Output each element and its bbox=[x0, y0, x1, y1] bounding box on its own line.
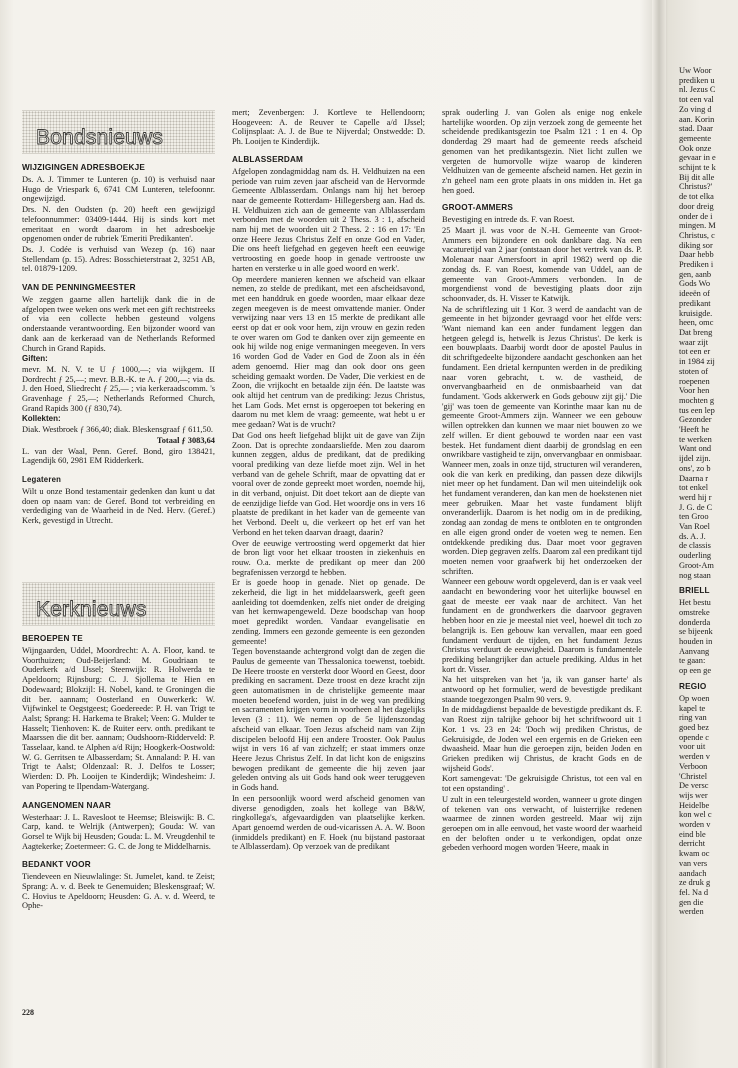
facing-line: heen, omc bbox=[679, 318, 714, 328]
facing-line: eind ble bbox=[679, 829, 706, 839]
facing-line: gen die bbox=[679, 897, 704, 907]
facing-line: Voor hen bbox=[679, 386, 710, 396]
facing-line: ring van bbox=[679, 713, 707, 723]
paragraph: Wilt u onze Bond testamentair gedenken dan kunt u dat doen op naam van: de Geref. Bond tot verbreiding en verdediging van de Waarheid in de Ned. Herv. (Geref.) Kerk, gevestigd in Utrecht. bbox=[22, 486, 215, 526]
facing-line: Gezonder bbox=[679, 415, 712, 425]
paragraph: mert; Zevenbergen: J. Kortleve te Hellendoorn; Hoogeveen: A. de Reuver te Capelle a/d IJssel; Colijnsplaat: A. J. de Bue te Nijverdal; Onstwedde: D. Ph. Looijen te Kinderdijk. bbox=[232, 108, 425, 147]
facing-line: Verboon bbox=[679, 761, 708, 771]
page-number: 228 bbox=[22, 1008, 34, 1017]
facing-line: mochten g bbox=[679, 395, 715, 405]
paragraph: Wanneer een gebouw wordt opgeleverd, dan is er vaak veel aandacht en bewondering voor het uiterlijke bouwsel en gaat de meeste eer vaak naar de architect. Van het fundament en de grondwerkers die daarvoor gegraven hebben hoor en zie je meestal niet veel, hoewel dit toch zo belangrijk is. Een gebouw kan vervallen, maar een goed fundament verduurt de tijden, en het fundament Jezus Christus verduurt de eeuwigheid. Daarom is fundamentele prediking belangrijker dan actuele prediking. Aldus in het kort dr. Visser. bbox=[442, 577, 642, 674]
facing-line: ze druk g bbox=[679, 878, 711, 888]
facing-line: gevaar in e bbox=[679, 153, 716, 163]
section-heading: BRIELL bbox=[679, 586, 710, 596]
facing-page-lines bbox=[679, 66, 738, 580]
column-2 bbox=[232, 108, 425, 853]
paragraph: Dat God ons heeft liefgehad blijkt uit de gave van Zijn Zoon. Dat is oprechte zondaarsliefde. Men zou daarom kunnen zeggen, aldus de predikant, dat de prediking vooral prediking van deze liefde moet zijn. Wel in het verband van de gehele Schrift, maar de opvatting dat er vooral over de zonde gepreekt moet worden, noemde hij, in dit verband, onjuist. Dit doet tekort aan de diepte van de eenzijdige liefde van God. Het woordje ons in vers 16 plaatste de predikant in het kader van de gemeente van het Verbond. Deelt u, die verkeert op het erf van het Verbond en het teken daarvan draagt, daarin? bbox=[232, 430, 425, 537]
facing-line: te werken bbox=[679, 434, 712, 444]
section-heading: BEROEPEN TE bbox=[22, 634, 83, 643]
paragraph: Ds. J. Codée is verhuisd van Wezep (p. 16) naar Stellendam (p. 15). Adres: Bosschieterstraat 2, 3251 AB, tel. 01879-1209. bbox=[22, 244, 215, 274]
facing-line: fel. Na d bbox=[679, 887, 709, 897]
facing-line: van vers bbox=[679, 858, 708, 868]
facing-line: kon wel c bbox=[679, 810, 712, 820]
facing-line: kwam oc bbox=[679, 849, 710, 859]
paragraph: Tegen bovenstaande achtergrond volgt dan de zegen die Paulus de gemeente van Thessalonica toewenst, toebidt. De Heere trooste en versterkt door Woord en Geest, door prediking en sacrament. Deze troost en deze kracht zijn geen automatismen in de christelijke gemeente maar moeten beoefend worden, juist in de weg van prediking en sacramenten krijgen vorm in voorheen al het dagelijks leven (3 : 11). We nemen op de 5e lijdenszondag afscheid van elkaar. Toen Jezus afscheid nam van Zijn discipelen beloofd Hij een andere Trooster. Ook Paulus wijst in vers 16 af van zichzelf; er staat immers onze Heere Jezus Christus Zelf. In dat licht kon de enigszins bewogen predikant de gemeente die hij zeven jaar geleden ontving als uit Gods hand ook weer teruggeven in Gods hand. bbox=[232, 647, 425, 793]
section-heading: ALBLASSERDAM bbox=[232, 154, 304, 164]
facing-line: diking sor bbox=[679, 240, 713, 250]
facing-line: roepenen bbox=[679, 376, 710, 386]
paragraph: Bevestiging en intrede ds. F. van Roest. bbox=[442, 215, 575, 225]
facing-line: predikant bbox=[679, 298, 711, 308]
facing-line: door dreig bbox=[679, 201, 714, 211]
facing-line: omstreke bbox=[679, 607, 710, 617]
facing-line: te gaan: bbox=[679, 656, 706, 666]
facing-line: nog staan bbox=[679, 570, 711, 580]
facing-line: 'Heeft he bbox=[679, 425, 710, 435]
facing-line: Aanvang bbox=[679, 646, 710, 656]
paragraph: Westerhaar: J. L. Ravesloot te Heemse; Bleiswijk: B. C. Carp, kand. te Welrijk (Antwerpen); Gouda: W. van Gorsel te Wijk bij Heusden; Gouda: L. M. Vreugdenhil te Aagtekerke; Zoetermeer: G. C. de Jong te Middelharnis. bbox=[22, 812, 215, 851]
facing-line: onder de i bbox=[679, 211, 713, 221]
facing-line: werd hij r bbox=[679, 492, 712, 502]
facing-page-lines bbox=[679, 598, 738, 676]
facing-line: gen, aanb bbox=[679, 269, 712, 279]
facing-line: kruisigde. bbox=[679, 308, 713, 318]
facing-line: werden v bbox=[679, 752, 710, 762]
facing-line: Groot-Am bbox=[679, 560, 714, 570]
facing-line: op een ge bbox=[679, 666, 712, 676]
facing-line: Uw Woor bbox=[679, 66, 712, 75]
bondsnieuws-banner bbox=[22, 110, 215, 154]
facing-line: Christus, c bbox=[679, 230, 715, 240]
signoff: L. van der Waal, Penn. Geref. Bond, giro 138421, Lagendijk 60, 2981 EM Ridderkerk. bbox=[22, 446, 215, 466]
section-heading: AANGENOMEN NAAR bbox=[22, 800, 111, 810]
facing-line: stad. Daar bbox=[679, 124, 713, 134]
facing-line: tot een val bbox=[679, 95, 714, 105]
facing-page-column bbox=[679, 66, 738, 917]
facing-line: 'Christel bbox=[679, 771, 708, 781]
facing-line: voor uit bbox=[679, 742, 706, 752]
section-heading: WIJZIGINGEN ADRESBOEKJE bbox=[22, 163, 146, 172]
kerknieuws-banner bbox=[22, 582, 215, 626]
facing-line: Bij dit alle bbox=[679, 172, 715, 182]
facing-line: de classis bbox=[679, 541, 711, 551]
facing-line: in 1984 zij bbox=[679, 357, 715, 367]
paragraph: Er is goede hoop in genade. Niet op genade. De zekerheid, die ligt in het middelaarswerk, geeft geen aanleiding tot doemdenken, zelfs niet onder de dreiging van het kernwapengeweld. Deze boodschap van hoop moet gepredikt worden. Vandaar evangelisatie en zending. Immers een gezonde gemeente is een gezonden gemeente! bbox=[232, 578, 425, 646]
paragraph: Over de eeuwige vertroosting werd opgemerkt dat hier de bron ligt voor het elkaar troosten in ziekenhuis en rouw. O.a. merkte de predikant op meer dan 200 begrafenissen verzorgd te hebben. bbox=[232, 538, 425, 577]
facing-line: Het bestu bbox=[679, 598, 711, 608]
facing-line: ds. A. J. bbox=[679, 531, 706, 541]
facing-line: stoten of bbox=[679, 366, 709, 376]
facing-line: waar zijt bbox=[679, 337, 709, 347]
section-heading: Legateren bbox=[22, 474, 62, 484]
facing-line: De versc bbox=[679, 781, 709, 791]
total-amount: Totaal ƒ 3083,64 bbox=[156, 435, 215, 445]
facing-line: ons', zo b bbox=[679, 463, 711, 473]
facing-line: donderda bbox=[679, 617, 711, 627]
facing-line: opende c bbox=[679, 732, 709, 742]
paragraph: 25 Maart jl. was voor de N.-H. Gemeente van Groot-Ammers een bijzondere en ook dankbare dag. Na een vacaturetijd van 2 jaar (ontstaan door het vertrek van ds. P. Molenaar naar Amersfoort in april 1982) werd op die zondag ds. F. van Roest, komende van Uddel, aan de gemeente van Groot-Ammers verbonden. In de morgendienst vond de bevestiging plaats door zijn schoonvader, ds. H. Visser te Katwijk. bbox=[442, 226, 642, 303]
facing-line: J. G. de C bbox=[679, 502, 713, 512]
facing-line: tot een er bbox=[679, 347, 711, 357]
paragraph: In een persoonlijk woord werd afscheid genomen van diverse genodigden, zoals het kollege van B&W, ringkollega's, afgevaardigden van plaatselijke kerken. Apart genoemd werden de oud-vicarissen A. A. W. Boon (inmiddels predikant) en F. Hoek (nu bijstand pastoraat te Alblasserdam). Op verzoek van de predikant bbox=[232, 793, 425, 852]
facing-line: ouderling bbox=[679, 551, 712, 561]
paragraph: Tiendeveen en Nieuwlalinge: St. Jumelet, kand. te Zeist; Sprang: A. v. d. Beek te Genemuiden; Bleskensgraaf; W. C. Hovius te Apeldoorn; Heusden: G. A. v. d. Weerd, te Ophe- bbox=[22, 872, 215, 911]
facing-line: se bijeenk bbox=[679, 627, 713, 637]
facing-line: schijnt te k bbox=[679, 163, 716, 173]
paragraph: mevr. M. N. V. te U ƒ 1000,—; via wijkgem. II Dordrecht ƒ 25,—; mevr. B.B.-K. te A. ƒ 200,—; via ds. J. den Hoed, Sliedrecht ƒ 25,— ; via kerkeraadscomm. 's Gravenhage ƒ 25,—; Netherlands Reformed Church, Grand Rapids 300 (ƒ 830,74). bbox=[22, 364, 215, 413]
facing-line: aandach bbox=[679, 868, 707, 878]
section-heading: BEDANKT VOOR bbox=[22, 860, 91, 870]
facing-line: werden bbox=[679, 907, 704, 917]
paragraph: Kort samengevat: 'De gekruisigde Christus, tot een val en tot een opstanding' . bbox=[442, 774, 642, 794]
facing-line: Van Roel bbox=[679, 522, 710, 532]
facing-line: Daar hebb bbox=[679, 250, 714, 260]
facing-line: Ook onze bbox=[679, 143, 712, 153]
page-gutter bbox=[652, 0, 666, 1068]
facing-line: Christus?' bbox=[679, 182, 713, 192]
facing-line: aan. Korin bbox=[679, 114, 715, 124]
facing-line: ideeën of bbox=[679, 289, 710, 299]
facing-line: kapel te bbox=[679, 703, 706, 713]
facing-line: derricht bbox=[679, 839, 706, 849]
paragraph: Wijngaarden, Uddel, Moordrecht: A. A. Floor, kand. te Voorthuizen; Oud-Beijerland: M. Goudriaan te Ouderkerk a/d IJssel; Steenwijk: R. Holwerda te Apeldoorn; Rijnsburg: C. J. Sjollema te Hien en Dodewaard; Blokzijl: H. Nobel, kand. te Groningen die dit ber. aannam; Oosterland en Ouwerkerk: W. Vijfwinkel te Oegstgeest; Goedereede: P. H. van Trigt te Aalst; Sprang: H. Harkema te Brakel; Veen: G. Mulder te Hasselt; Tienhoven: K. de Ruiter eerv. onth. predikant te Maarssen die dit ber. aannam; Oudshoorn-Ridderveld: P. Tasselaar, kand. te Alphen a/d Rijn; Hoogkerk-Oostwold: W. G. Gerritsen te Albasserdam; St. Annaland: P. H. van Trigt te Aalst; Oldenzaal: R. J. Delfos te Losser; Wierden: D. Ph. Looijen te Kinderdijk; Windesheim: J. van Popering te Ilpendam-Watergang. bbox=[22, 646, 215, 791]
column-1-top bbox=[22, 156, 215, 527]
bondsnieuws-title: Bondsnieuws bbox=[36, 126, 164, 149]
facing-line: wijs wer bbox=[679, 790, 708, 800]
paragraph: Diak. Westbroek ƒ 366,40; diak. Bleskensgraaf ƒ 611,50. bbox=[22, 425, 213, 435]
kollekten-label: Kollekten: bbox=[22, 414, 61, 424]
paragraph: Ds. A. J. Timmer te Lunteren (p. 10) is verhuisd naar Hugo de Vriespark 6, 6741 CM Lunteren, telefoonnr. ongewijzigd. bbox=[22, 175, 215, 204]
facing-line: ten Groo bbox=[679, 512, 709, 522]
facing-line: Zo ving d bbox=[679, 104, 712, 114]
paragraph: In de middagdienst bepaalde de bevestigde predikant ds. F. van Roest zijn talrijke gehoor bij het schriftwoord uit 1 Kor. 1 vs. 23 en 24: 'Doch wij prediken Christus, de Gekruisigde, de Joden wel een ergernis en de Grieken een dwaasheid. Maar hun die geroepen zijn, beiden Joden en Grieken prediken wij Christus, de kracht Gods en de wijsheid Gods'. bbox=[442, 705, 642, 773]
paragraph: Op meerdere manieren kennen we afscheid van elkaar nemen, zo stelde de predikant, met een afscheidsavond, met een handdruk en goede woorden, maar elkaar deze zegen meegeven is de meest omvattende manier. Onder verwijzing naar vers 13 en 15 merkte de predikant alle eerst op dat er ook voor hem, zijn vrouw en gezin reden te over waren om God te danken over zijn gemeente en ook hij wilde nog enige vermaningen meegeven. In vers 16 worden God de Vader en God de Zoon als in één adem genoemd. Hier mag dan ook door ons geen scheiding gemaakt worden. De Vader, Die verkiest en de Zoon, die vrijkocht en betaalde zijn één. De laatste was ook altijd het centrum van de prediking: Jezus Christus, het Lam Gods. Met ernst is opgeroepen tot bekering en daarom nu met klem de vraag: gemeente, wat hebt u er mee gedaan? Wat is de vrucht? bbox=[232, 274, 425, 430]
paragraph: U zult in een teleurgesteld worden, wanneer u grote dingen of tekenen van ons verwacht, of luisterrijke redenen waarmee de zinnen worden gestreeld. Maar wij zijn geroepen om in alle eenvoud, het vaste woord der waarheid en der beloften onder u te verkondigen, opdat onze gebeden verhoord mogen worden 'Heere, maak in bbox=[442, 794, 642, 853]
facing-line: de tot elka bbox=[679, 192, 714, 202]
paragraph: Afgelopen zondagmiddag nam ds. H. Veldhuizen na een periode van ruim zeven jaar afscheid van de Hervormde Gemeente Alblasserdam. Onlangs nam hij het beroep naar de gemeente Rotterdam- Hillegersberg aan. Had ds. H. Veldhuizen zich aan de gemeente van Alblasserdam verbonden met de woorden uit 2 Thess. 3 : 1, afscheid nam hij met de woorden uit 2 Thess. 2 : 16 en 17: 'En onze Heere Jezus Christus Zelf en onze God en Vader, Die ons heeft liefgehad en gegeven heeft een eeuwige vertroosting en goede hoop in genade vertrooste uw harten en versterke u in alle goed woord en werk'. bbox=[232, 166, 425, 273]
facing-line: Op woen bbox=[679, 693, 710, 703]
facing-line: tus een lep bbox=[679, 405, 715, 415]
facing-line: nl. Jezus C bbox=[679, 85, 716, 95]
facing-line: prediken u bbox=[679, 75, 715, 85]
paragraph: Na de schriftlezing uit 1 Kor. 3 werd de aandacht van de gemeente in het bijzonder gevraagd voor het elfde vers: 'Want niemand kan een ander fundament leggen dan hetgeen gelegd is, hetwelk is Jezus Christus'. De kerk is een bouwplaats. Daarbij wordt door de apostel Paulus in dit schriftgedeelte bijzondere aandacht geschonken aan het fundament. Een drietal kernpunten werden in de prediking naar voren gebracht, t. w. de vastheid, de onvervangbaarheid en de onmisbaarheid van dat fundament. 'Gods akkerwerk en Gods gebouw zijt gij.' Die 'gij' was toen de gemeente van Korinthe maar kan nu de gemeente Groot-Ammers zijn. Wanneer we een gebouw willen optrekken dan kunnen we maar niet bouwen zo we zelf willen. Er dient gebouwd te worden naar een vast bestek. Het fundament dient daarbij de grondslag en een onwrikbare vastigheid te zijn, onvervangbaar en onmisbaar. Wanneer men, zoals in onze tijd, structuren wil veranderen, ook die van kerk en prediking, dan passen deze dikwijls niet meer op het fundament. Dan wil men uiteindelijk ook het fundament veranderen, dan kan men de hoekstenen niet meer gebruiken. Maar het vaste fundament blijft onveranderlijk. Daarom is het nodig om in de prediking, zondag aan zondag de mens te ontbloten en te ontgronden en alle eigen grond onder de voeten weg te nemen. Een ontdekkende prediking dus. Daar moet voor gegraven worden. Diep gegraven zelfs. Daarom zal een predikant tijd moeten nemen voor graafwerk bij het onderzoeken der schriften. bbox=[442, 304, 643, 576]
facing-line: tot enkel bbox=[679, 483, 709, 493]
kerknieuws-title: Kerknieuws bbox=[36, 598, 147, 621]
facing-line: Heidelbe bbox=[679, 800, 710, 810]
facing-line: gemeente bbox=[679, 133, 712, 143]
facing-line: mingen. M bbox=[679, 221, 716, 231]
paragraph: Drs. N. den Oudsten (p. 20) heeft een gewijzigd telefoonnummer: 03409-1444. Hij is sinds kort met emeritaat en wordt daarom in het adresboekje opgenomen onder de rubriek 'Emeriti Predikanten'. bbox=[22, 205, 215, 244]
facing-line: houden in bbox=[679, 637, 713, 647]
facing-line: ijdel zijn. bbox=[679, 454, 711, 464]
facing-line: Gods Wo bbox=[679, 279, 711, 289]
facing-line: Want ond bbox=[679, 444, 712, 454]
facing-line: goed bez bbox=[679, 723, 709, 732]
facing-page-lines bbox=[679, 694, 738, 917]
facing-line: Daarna r bbox=[679, 473, 709, 483]
column-1-bottom bbox=[22, 627, 215, 912]
facing-line: Prediken i bbox=[679, 260, 714, 270]
paragraph: Na het uitspreken van het 'ja, ik van ganser harte' als antwoord op het formulier, werd de bevestigde predikant staande toegezongen Psalm 90 vers. 9. bbox=[442, 675, 642, 704]
column-3 bbox=[442, 108, 642, 854]
section-heading: REGIO bbox=[679, 681, 707, 691]
paragraph: We zeggen gaarne allen hartelijk dank die in de afgelopen twee weken ons werk met een gift rechtstreeks of via een collecte hebben gesteund volgens onderstaande verantwoording. Een bijzonder woord van dank aan de kerkeraad van de Netherlands Reformed Church in Grand Rapids. bbox=[22, 295, 215, 353]
section-heading: GROOT-AMMERS bbox=[442, 203, 514, 213]
paragraph: sprak ouderling J. van Golen als enige nog enkele hartelijke woorden. Op zijn verzoek zong de gemeente het scheidende predikantsgezin toe Psalm 121 : 1 en 4. Op donderdag 29 maart had de gemeente reeds afscheid genomen van het predikantsgezin. Niet licht zullen we vergeten de humorvolle wijze waarop de kinderen Veldhuizen van de gemeente afscheid namen. Het gezin in z'n geheel nam een grote plaats in ons midden in. Het ga hen goed. bbox=[442, 108, 642, 195]
giften-label: Giften: bbox=[22, 354, 48, 364]
facing-line: worden v bbox=[679, 820, 711, 830]
section-heading: VAN DE PENNINGMEESTER bbox=[22, 283, 136, 293]
facing-line: Dat breng bbox=[679, 327, 713, 337]
